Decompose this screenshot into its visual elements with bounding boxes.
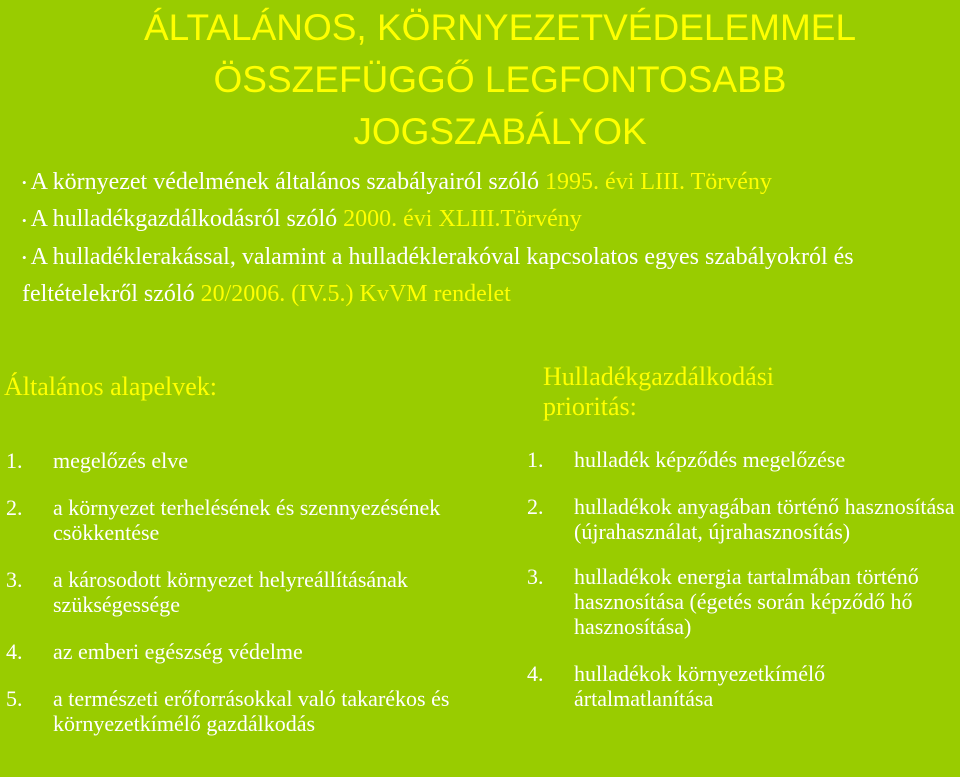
item-text: az emberi egészség védelme — [53, 639, 303, 664]
item-number: 1. — [527, 447, 544, 472]
item-text: a környezet terhelésének és szennyezésének csökkentése — [53, 495, 441, 545]
law-type: Törvény — [500, 206, 582, 233]
title-line-1: ÁLTALÁNOS, KÖRNYEZETVÉDELEMMEL — [143, 7, 857, 48]
title-line-3: JOGSZABÁLYOK — [353, 111, 647, 152]
item-text: a természeti erőforrásokkal való takarékos és környezetkímélő gazdálkodás — [53, 686, 450, 736]
title-line-2: ÖSSZEFÜGGŐ LEGFONTOSABB — [213, 59, 787, 100]
list-item — [527, 661, 960, 711]
item-number: 3. — [6, 567, 23, 592]
right-heading — [543, 362, 774, 422]
law-type: KvVM rendelet — [353, 281, 511, 308]
item-text: hulladékok energia tartalmában történő hasznosítása (égetés során képződő hő hasznosítása) — [574, 564, 919, 639]
law-reference: 2000. évi XLIII. — [343, 206, 501, 233]
list-item — [6, 686, 476, 736]
item-text: hulladék képződés megelőzése — [574, 447, 846, 472]
bullet-icon: • — [22, 175, 27, 191]
law-reference: 20/2006. (IV.5.) — [200, 281, 354, 308]
left-heading: Általános alapelvek: — [4, 372, 217, 401]
law-item — [22, 201, 960, 238]
law-item — [22, 164, 960, 201]
law-type: Törvény — [685, 169, 772, 195]
list-item — [6, 567, 476, 617]
item-text: hulladékok anyagában történő hasznosítása (újrahasználat, újrahasznosítás) — [574, 494, 955, 544]
page-title — [0, 2, 960, 158]
bullet-icon: • — [22, 212, 27, 228]
priority-list — [527, 447, 960, 711]
list-item — [527, 494, 960, 544]
list-item — [6, 495, 476, 545]
list-item — [6, 448, 476, 473]
principles-list — [6, 448, 476, 736]
item-number: 1. — [6, 448, 23, 473]
item-number: 2. — [527, 494, 544, 519]
item-number: 4. — [6, 639, 23, 664]
law-item — [22, 239, 960, 312]
right-heading-line-1: Hulladékgazdálkodási — [543, 362, 775, 391]
law-reference: 1995. évi LIII. — [545, 169, 686, 195]
list-item — [6, 639, 476, 664]
law-text: A hulladéklerakással, valamint a hulladéklerakóval kapcsolatos egyes szabályokról és feltételekről szóló — [22, 243, 854, 308]
list-item — [527, 447, 960, 472]
item-text: hulladékok környezetkímélő ártalmatlanítása — [574, 661, 826, 711]
item-number: 2. — [6, 495, 23, 520]
item-number: 5. — [6, 686, 23, 711]
right-heading-line-2: prioritás: — [543, 392, 637, 421]
item-number: 4. — [527, 661, 544, 686]
item-number: 3. — [527, 564, 544, 589]
list-item — [527, 564, 960, 639]
law-text: A környezet védelmének általános szabályairól szóló — [30, 169, 546, 195]
item-text: a károsodott környezet helyreállításának szükségessége — [53, 567, 408, 617]
law-text: A hulladékgazdálkodásról szóló — [30, 206, 344, 233]
item-text: megelőzés elve — [53, 448, 188, 473]
law-list — [22, 164, 960, 312]
bullet-icon: • — [22, 250, 27, 266]
